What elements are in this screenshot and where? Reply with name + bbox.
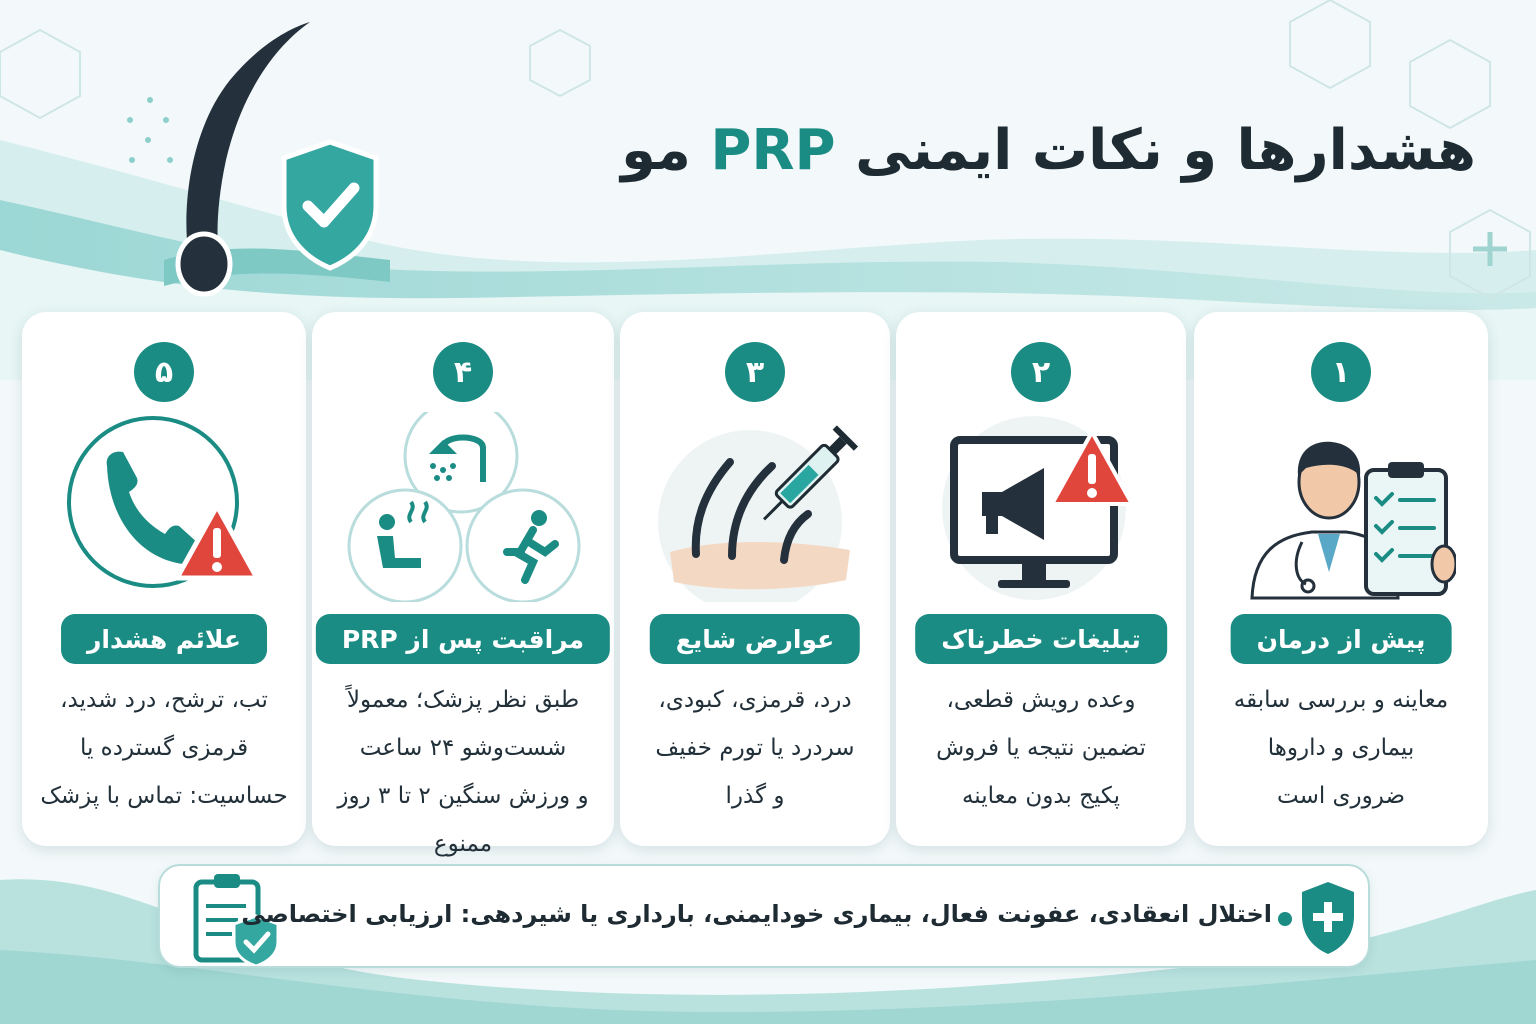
card-number: ۴ bbox=[433, 342, 493, 402]
shield-plus-icon bbox=[1298, 876, 1358, 956]
card-label: پیش از درمان bbox=[1231, 614, 1452, 664]
card-number: ۱ bbox=[1311, 342, 1371, 402]
card-description: تب، ترشح، درد شدید، قرمزی گسترده یا حساسیت: تماس با پزشک bbox=[40, 687, 288, 809]
card-description: طبق نظر پزشک؛ معمولاً شست‌وشو ۲۴ ساعت و ورزش سنگین ۲ تا ۳ روز ممنوع bbox=[337, 687, 589, 857]
bullet-dot bbox=[1278, 912, 1292, 926]
card-description: وعده رویش قطعی، تضمین نتیجه یا فروش پکیج بدون معاینه bbox=[936, 687, 1146, 809]
note-text: اختلال انعقادی، عفونت فعال، بیماری خودایمنی، بارداری یا شیردهی: ارزیابی اختصاصی bbox=[241, 900, 1272, 928]
card-post-care bbox=[312, 312, 614, 857]
hair-shield-illustration bbox=[150, 10, 410, 310]
shower-sauna-running-icon bbox=[333, 412, 593, 602]
special-evaluation-note bbox=[158, 864, 1370, 968]
card-description: درد، قرمزی، کبودی، سردرد یا تورم خفیف و گذرا bbox=[655, 687, 855, 809]
card-label: مراقبت پس از PRP bbox=[316, 614, 610, 664]
card-number: ۳ bbox=[725, 342, 785, 402]
card-number: ۲ bbox=[1011, 342, 1071, 402]
card-number: ۵ bbox=[134, 342, 194, 402]
doctor-clipboard-icon bbox=[1226, 412, 1456, 602]
card-dangerous-ads bbox=[896, 312, 1186, 846]
card-label: عوارض شایع bbox=[650, 614, 860, 664]
card-warning-signs bbox=[22, 312, 306, 846]
syringe-scalp-icon bbox=[640, 412, 870, 602]
megaphone-monitor-warning-icon bbox=[926, 412, 1156, 602]
page-title: هشدارها و نکات ایمنی PRP مو bbox=[621, 118, 1476, 183]
phone-warning-icon bbox=[49, 412, 279, 602]
card-before-treatment bbox=[1194, 312, 1488, 846]
card-label: تبلیغات خطرناک bbox=[915, 614, 1167, 664]
card-label: علائم هشدار bbox=[61, 614, 267, 664]
card-common-side-effects bbox=[620, 312, 890, 846]
card-description: معاینه و بررسی سابقه بیماری و داروها ضروری است bbox=[1233, 687, 1449, 809]
